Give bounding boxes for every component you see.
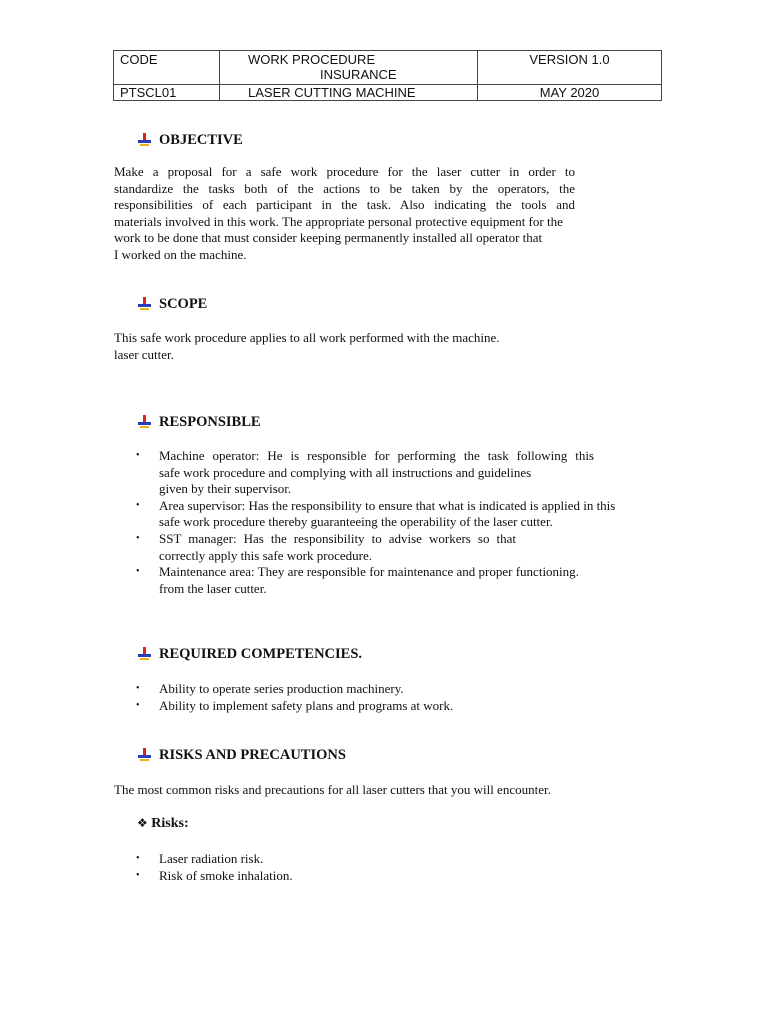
section-heading-competencies	[138, 645, 362, 663]
objective-line: responsibilities of each participant in the task. Also indicating the tools and	[114, 197, 575, 213]
arrow-bullet-icon	[138, 748, 151, 762]
scope-line: This safe work procedure applies to all work performed with the machine.	[114, 330, 500, 345]
document-date: MAY 2020	[478, 85, 662, 101]
document-header-table	[113, 50, 662, 101]
document-code: PTSCL01	[114, 85, 220, 101]
arrow-bullet-icon	[138, 415, 151, 429]
risks-intro-text: The most common risks and precautions for all laser cutters that you will encounter.	[114, 782, 551, 797]
list-item-text: Laser radiation risk.	[159, 851, 264, 866]
arrow-bullet-icon	[138, 647, 151, 661]
list-item	[136, 851, 293, 868]
list-item	[136, 564, 615, 597]
header-title-line1: WORK PROCEDURE	[248, 52, 376, 67]
list-item-line: correctly apply this safe work procedure.	[159, 547, 372, 563]
arrow-bullet-icon	[138, 133, 151, 147]
objective-line: work to be done that must consider keeping permanently installed all operator that	[114, 230, 543, 246]
diamond-bullet-icon: ❖	[137, 816, 148, 830]
scope-line: laser cutter.	[114, 346, 174, 362]
risks-list	[136, 851, 293, 884]
section-heading-scope	[138, 295, 207, 313]
list-item	[136, 868, 293, 885]
list-item	[136, 681, 453, 698]
responsible-list	[136, 448, 615, 597]
list-item	[136, 448, 615, 498]
bullet-icon: •	[136, 499, 140, 511]
list-item-line: safe work procedure and complying with all instructions and guidelines	[159, 464, 532, 480]
scope-paragraph	[114, 330, 575, 363]
section-heading-objective	[138, 131, 243, 149]
risks-title: RISKS AND PRECAUTIONS	[159, 746, 346, 763]
bullet-icon: •	[136, 869, 140, 881]
list-item-text: Ability to operate series production machinery.	[159, 681, 404, 696]
bullet-icon: •	[136, 683, 140, 694]
header-title-line2: INSURANCE	[320, 67, 397, 82]
list-item	[136, 531, 615, 564]
header-title-cell	[220, 51, 478, 85]
scope-title: SCOPE	[159, 295, 208, 312]
list-item	[136, 498, 615, 531]
competencies-list	[136, 681, 453, 714]
section-heading-responsible	[138, 413, 261, 431]
list-item-line: safe work procedure thereby guaranteeing the operability of the laser cutter.	[159, 514, 553, 530]
bullet-icon: •	[136, 532, 140, 544]
list-item-line: from the laser cutter.	[159, 580, 267, 596]
objective-title: OBJECTIVE	[159, 131, 243, 148]
list-item	[136, 698, 453, 715]
arrow-bullet-icon	[138, 297, 151, 311]
code-label: CODE	[114, 51, 220, 85]
objective-line: materials involved in this work. The appropriate personal protective equipment for the	[114, 213, 563, 229]
bullet-icon: •	[136, 853, 140, 864]
list-item-line: Maintenance area: They are responsible for maintenance and proper functioning.	[159, 564, 579, 580]
list-item-line: given by their supervisor.	[159, 481, 292, 497]
risks-subheading	[137, 816, 189, 832]
risks-subheading-text: Risks:	[151, 816, 189, 831]
list-item-text: Ability to implement safety plans and programs at work.	[159, 697, 454, 713]
bullet-icon: •	[136, 450, 140, 461]
objective-line: standardize the tasks both of the actions to be taken by the operators, the	[114, 180, 575, 196]
objective-paragraph	[114, 164, 575, 264]
list-item-line: Area supervisor: Has the responsibility to ensure that what is indicated is applied in this	[159, 497, 616, 513]
responsible-title: RESPONSIBLE	[159, 413, 261, 430]
bullet-icon: •	[136, 566, 140, 578]
document-subject	[220, 85, 478, 101]
objective-line: Make a proposal for a safe work procedure for the laser cutter in order to	[114, 164, 575, 179]
section-heading-risks	[138, 746, 346, 764]
competencies-title: REQUIRED COMPETENCIES.	[159, 645, 363, 662]
list-item-text: Risk of smoke inhalation.	[159, 867, 293, 883]
risks-intro	[114, 782, 674, 799]
objective-line: I worked on the machine.	[114, 246, 247, 262]
version-label: VERSION 1.0	[478, 51, 662, 85]
list-item-line: Machine operator: He is responsible for performing the task following this	[159, 448, 594, 463]
document-subject-text: LASER CUTTING MACHINE	[248, 85, 416, 100]
list-item-line: SST manager: Has the responsibility to advise workers so that	[159, 530, 516, 546]
bullet-icon: •	[136, 699, 140, 711]
